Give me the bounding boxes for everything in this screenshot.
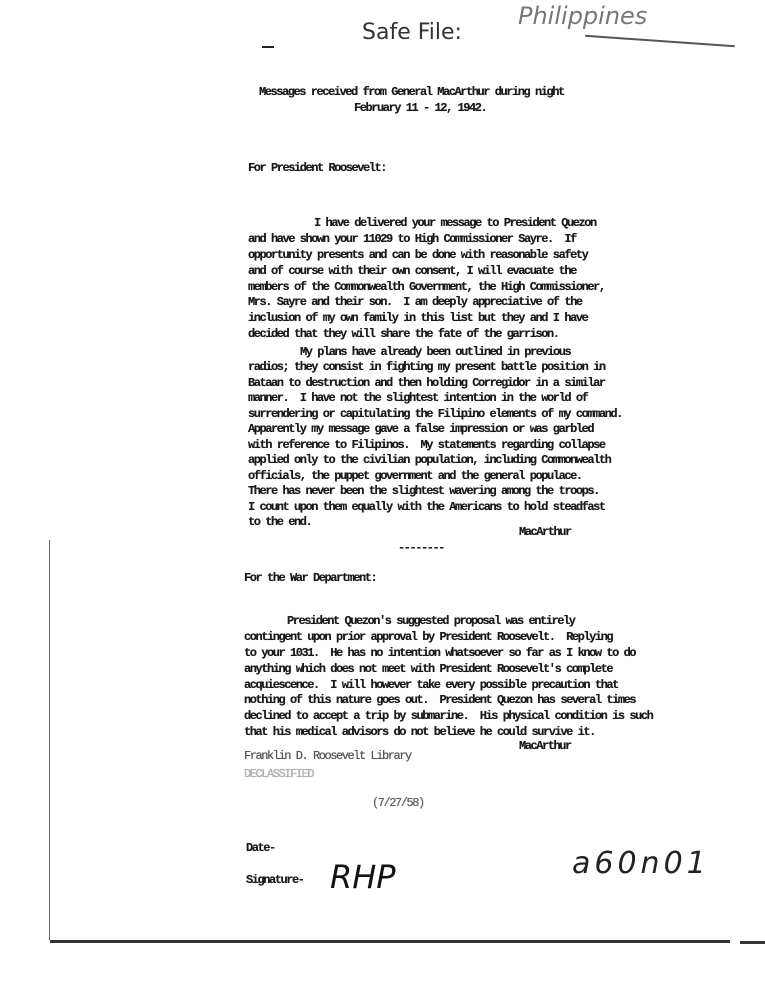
para2-line: My plans have already been outlined in previous xyxy=(300,344,571,359)
bottom-right-mark xyxy=(740,941,765,944)
stamp-date-label: Date- xyxy=(246,841,275,855)
file-code: a60n01 xyxy=(572,846,710,881)
para2-line: I count upon them equally with the Americans to hold steadfast xyxy=(248,499,605,514)
para1-line: and have shown your 11029 to High Commissioner Sayre. If xyxy=(248,231,576,246)
left-margin-line xyxy=(49,540,50,940)
para3-line: President Quezon's suggested proposal was entirely xyxy=(287,613,575,628)
bottom-edge-line xyxy=(50,940,730,943)
paragraph-3 xyxy=(244,598,652,757)
para3-line: that his medical advisors do not believe he could survive it. xyxy=(244,725,595,740)
para2-line: with reference to Filipinos. My statements regarding collapse xyxy=(248,437,605,452)
stamp-declassified: DECLASSIFIED xyxy=(244,767,314,781)
strike-line xyxy=(585,35,735,47)
para3-line: to your 1031. He has no intention whatsoever so far as I know to do xyxy=(244,645,636,660)
para3-line: anything which does not meet with President Roosevelt's complete xyxy=(244,661,613,676)
para3-line: declined to accept a trip by submarine. His physical condition is such xyxy=(244,709,653,724)
para3-line: contingent upon prior approval by President Roosevelt. Replying xyxy=(244,629,613,644)
para1-line: decided that they will share the fate of the garrison. xyxy=(248,327,559,342)
para2-line: There has never been the slightest wavering among the troops. xyxy=(248,484,599,498)
para1-line: I have delivered your message to President Quezon xyxy=(314,215,596,230)
salutation-roosevelt: For President Roosevelt: xyxy=(248,161,387,175)
para3-line: acquiescence. I will however take every possible precaution that xyxy=(244,677,618,692)
stamp-signature-label: Signature- xyxy=(246,873,304,887)
para1-line: inclusion of my own family in this list but they and I have xyxy=(248,311,588,326)
para2-line: radios; they consist in fighting my present battle position in xyxy=(248,360,605,374)
para2-line: applied only to the civilian population, including Commonwealth xyxy=(248,453,611,467)
para2-line: to the end. xyxy=(248,515,312,529)
subject-annotation: Philippines xyxy=(518,2,648,30)
para2-line: Bataan to destruction and then holding Corregidor in a similar xyxy=(248,375,605,390)
para1-line: Mrs. Sayre and their son. I am deeply appreciative of the xyxy=(248,295,582,310)
stamp-date-code: (7/27/58) xyxy=(372,796,424,810)
para1-line: opportunity presents and can be done with reasonable safety xyxy=(248,247,588,262)
para1-line: and of course with their own consent, I will evacuate the xyxy=(248,263,576,278)
salutation-war-department: For the War Department: xyxy=(244,571,377,585)
separator: -------- xyxy=(398,541,445,555)
paragraph-2 xyxy=(248,329,622,546)
para1-line: members of the Commonwealth Government, the High Commissioner, xyxy=(248,279,605,294)
signature-macarthur-1: MacArthur xyxy=(519,525,571,539)
stamp-library: Franklin D. Roosevelt Library xyxy=(244,749,411,763)
signature-macarthur-2: MacArthur xyxy=(519,739,571,753)
stamp-initials: RHP xyxy=(330,858,396,896)
dash-mark xyxy=(262,46,274,48)
header-line2: February 11 - 12, 1942. xyxy=(354,101,487,115)
para2-line: Apparently my message gave a false impression or was garbled xyxy=(248,422,594,436)
header-line1: Messages received from General MacArthur during night xyxy=(259,85,564,99)
safe-file-annotation: Safe File: xyxy=(362,20,462,45)
para2-line: surrendering or capitulating the Filipino elements of my command. xyxy=(248,406,622,421)
para2-line: manner. I have not the slightest intention in the world of xyxy=(248,391,588,405)
para3-line: nothing of this nature goes out. President Quezon has several times xyxy=(244,693,636,708)
para2-line: officials, the puppet government and the general populace. xyxy=(248,468,582,483)
